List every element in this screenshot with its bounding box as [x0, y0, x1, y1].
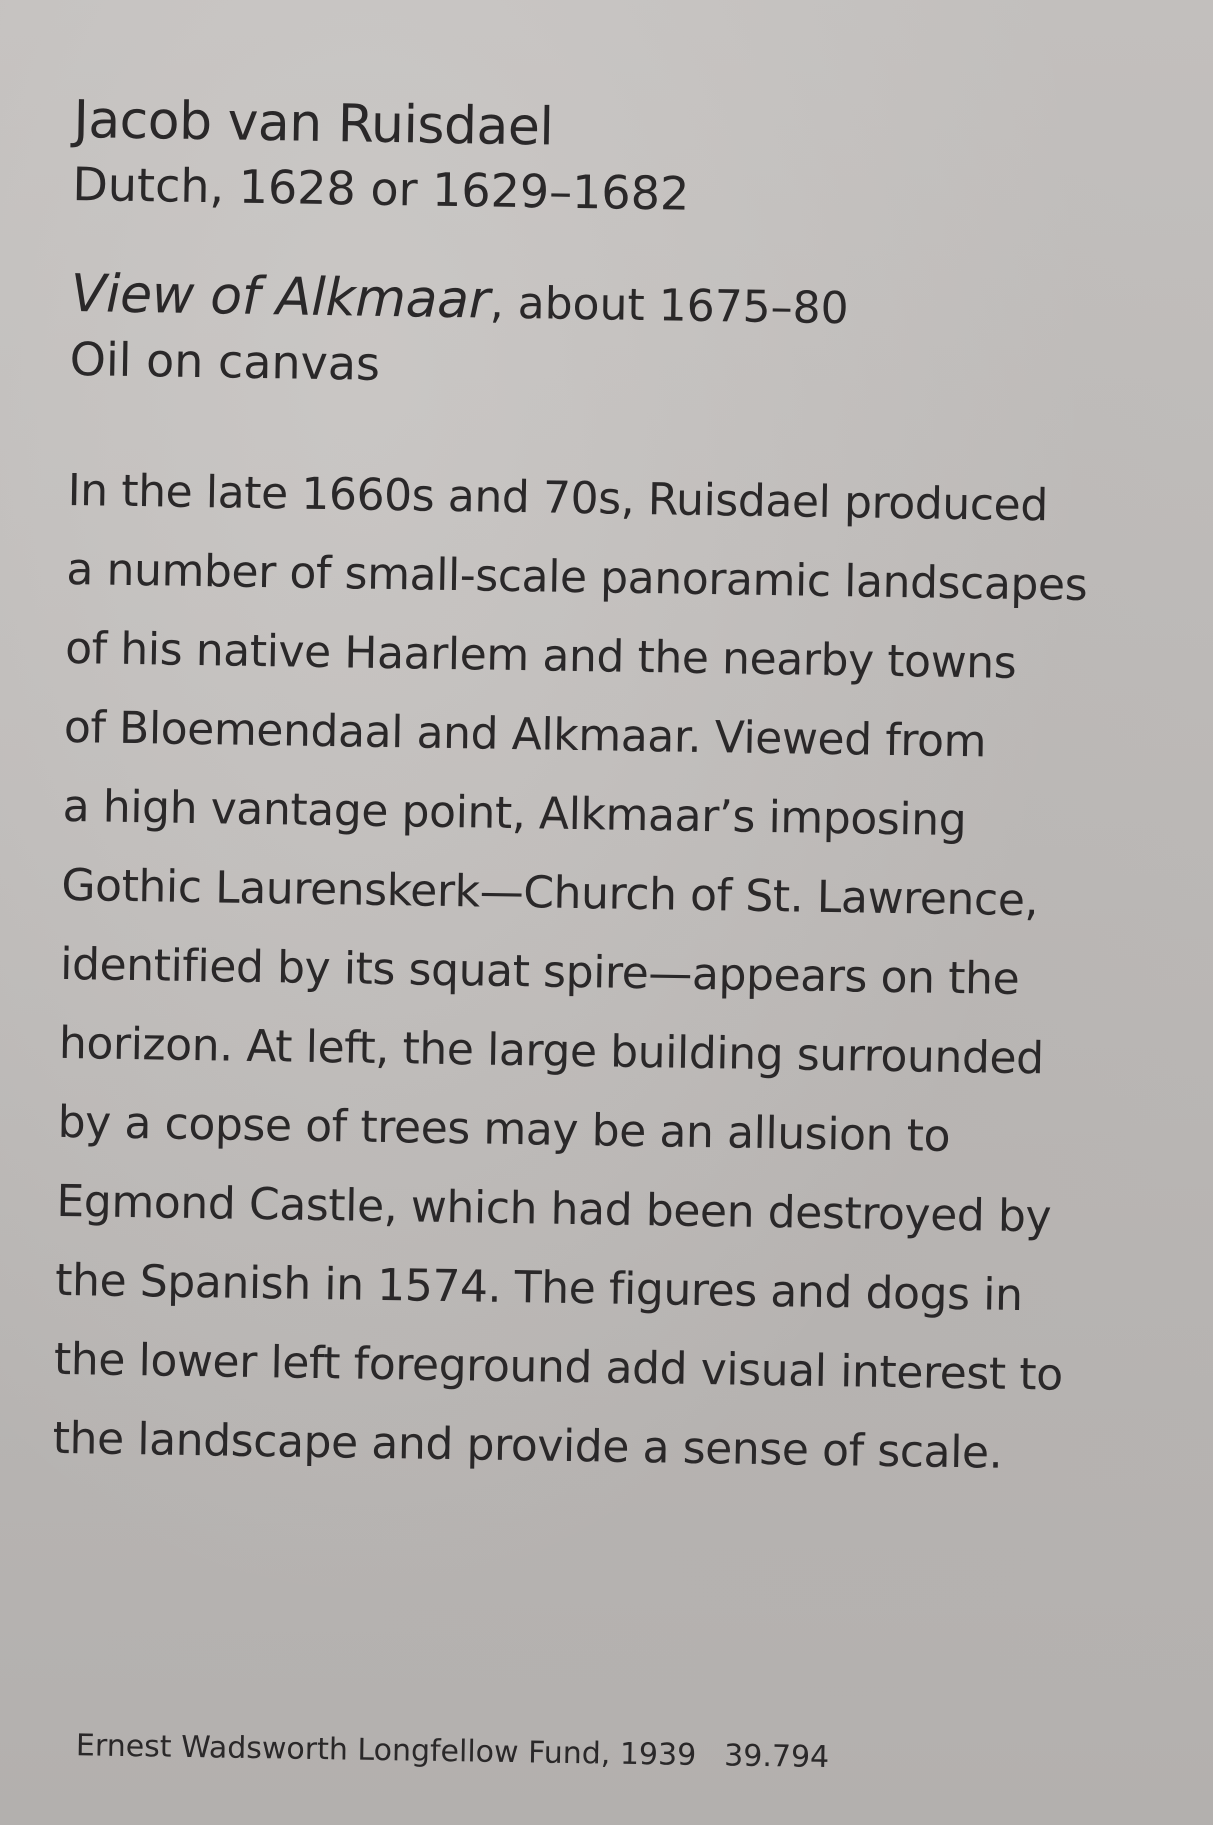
description-line: Egmond Castle, which had been destroyed by [56, 1175, 1052, 1243]
description-line: a high vantage point, Alkmaar’s imposing [62, 780, 967, 847]
artwork-info [69, 262, 1151, 406]
description-line: In the late 1660s and 70s, Ruisdael produced [67, 464, 1049, 532]
description-line: the landscape and provide a sense of scale. [52, 1412, 1003, 1479]
description-line: of his native Haarlem and the nearby towns [64, 622, 1017, 689]
artist-nationality-dates: Dutch, 1628 or 1629–1682 [72, 156, 690, 221]
credit-fund: Ernest Wadsworth Longfellow Fund, 1939 [75, 1728, 697, 1773]
description-line: a number of small-scale panoramic landscapes [66, 543, 1088, 611]
description-line: by a copse of trees may be an allusion to [57, 1096, 951, 1162]
description-line: of Bloemendaal and Alkmaar. Viewed from [63, 701, 987, 768]
description-line: Gothic Laurenskerk—Church of St. Lawrence, [61, 859, 1039, 927]
artwork-description [52, 451, 1128, 1495]
description-line: identified by its squat spire—appears on the [59, 938, 1020, 1005]
description-line: horizon. At left, the large building surrounded [58, 1017, 1045, 1085]
artist-name: Jacob van Ruisdael [73, 89, 554, 158]
artwork-medium: Oil on canvas [69, 331, 381, 391]
label-content [52, 88, 1154, 1776]
accession-number: 39.794 [723, 1738, 830, 1776]
description-line: the Spanish in 1574. The figures and dogs in [54, 1254, 1023, 1322]
credit-line [76, 1726, 830, 1778]
artwork-title: View of Alkmaar [70, 263, 491, 331]
description-line: the lower left foreground add visual interest to [53, 1333, 1064, 1401]
artwork-date: , about 1675–80 [489, 277, 850, 335]
